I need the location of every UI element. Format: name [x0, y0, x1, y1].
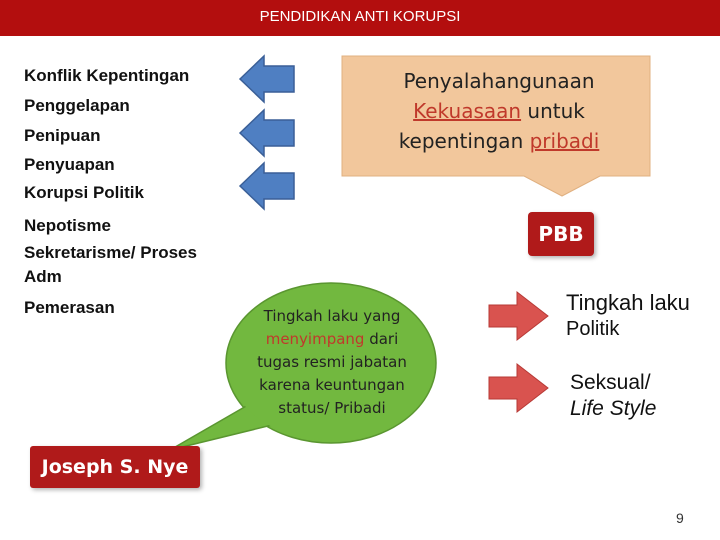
blue-arrow-left-3	[240, 163, 294, 209]
list-item: Penyuapan	[24, 155, 115, 174]
list-item: Korupsi Politik	[24, 183, 144, 202]
page-number: 9	[676, 510, 684, 526]
abuse-of-power-callout	[350, 66, 648, 156]
blue-arrow-left-1	[240, 56, 294, 102]
blue-arrow-left-2	[240, 110, 294, 156]
red-arrow-right-2	[489, 364, 548, 412]
political-behavior-label: Tingkah laku Politik	[566, 290, 690, 340]
red-arrow-right-1	[489, 292, 548, 340]
callout-underlined-word: pribadi	[529, 129, 600, 153]
list-item: Konflik Kepentingan	[24, 66, 190, 85]
callout-underlined-word: Kekuasaan	[413, 99, 522, 123]
deviant-behavior-text: Tingkah laku yang menyimpang dari tugas resmi jabatan karena keuntungan status/ Pribadi	[257, 307, 407, 417]
author-name-box: Joseph S. Nye	[30, 446, 200, 488]
highlighted-word: menyimpang	[265, 330, 365, 348]
list-item: Penipuan	[24, 126, 101, 145]
list-item: Pemerasan	[24, 298, 115, 317]
callout-line-1: Penyalahangunaan	[403, 69, 595, 93]
list-item: Sekretarisme/ Proses Adm	[24, 243, 197, 286]
pbb-label-box: PBB	[528, 212, 594, 256]
callout-line-2: Kekuasaan untuk	[413, 99, 585, 123]
callout-line-3: kepentingan pribadi	[398, 129, 600, 153]
lifestyle-label: Seksual/ Life Style	[570, 371, 657, 420]
list-item: Nepotisme	[24, 216, 111, 235]
slide-title: PENDIDIKAN ANTI KORUPSI	[0, 0, 720, 36]
list-item: Penggelapan	[24, 96, 130, 115]
